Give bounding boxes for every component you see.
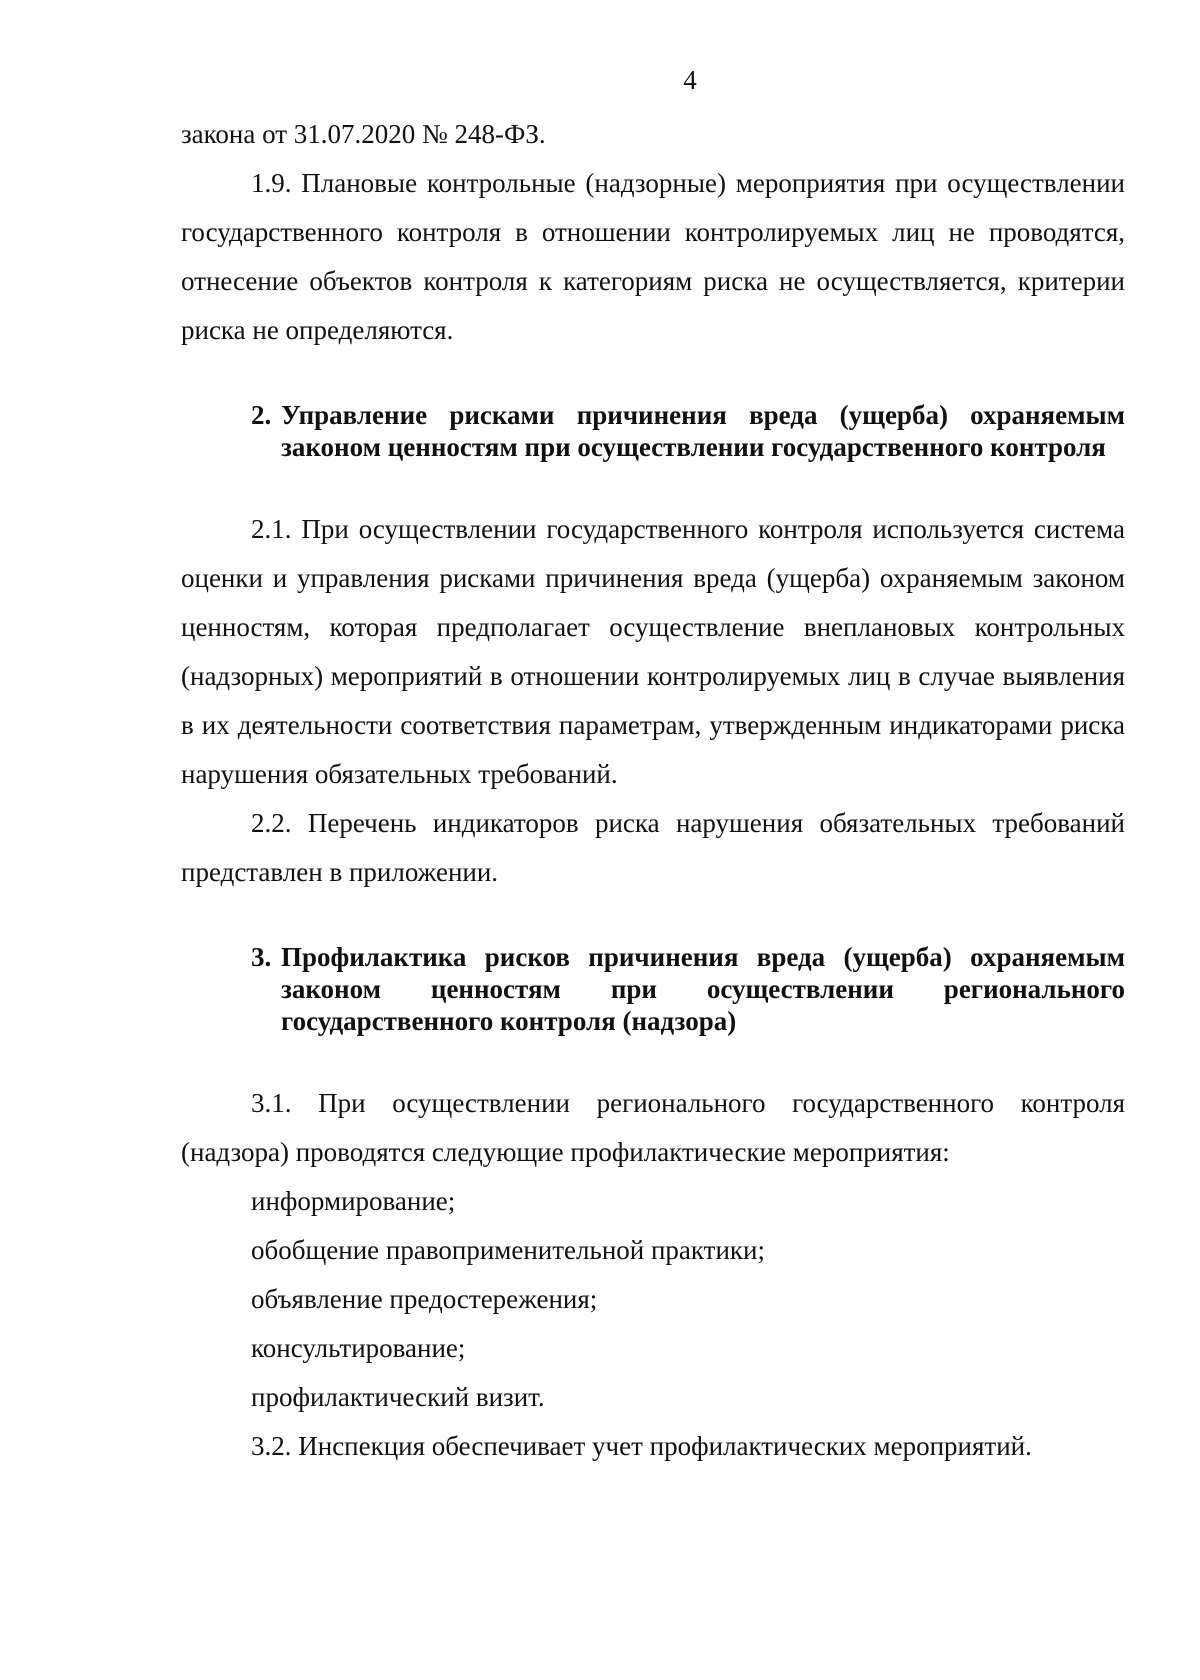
intro-line: закона от 31.07.2020 № 248-ФЗ. xyxy=(181,119,546,149)
list-item: консультирование; xyxy=(251,1333,466,1363)
section-2-number: 2. xyxy=(251,400,272,430)
paragraph-1-9: 1.9. Плановые контрольные (надзорные) мероприятия при осуществлении государственного контроля в отношении контролируемых лиц не проводятся, отнесение объектов контроля к категориям риска не осуществляется, критерии риска не определяются. xyxy=(181,168,1125,345)
list-item: профилактический визит. xyxy=(251,1382,545,1412)
page-number: 4 xyxy=(683,65,697,95)
section-3-title: Профилактика рисков причинения вреда (ущерба) охраняемым законом ценностям при осуществлении регионального государственного контроля (надзора) xyxy=(281,942,1125,1036)
prevention-measures-list xyxy=(181,1177,1125,1422)
paragraph-3-2: 3.2. Инспекция обеспечивает учет профилактических мероприятий. xyxy=(251,1431,1032,1461)
section-3-heading xyxy=(251,941,1125,1037)
paragraph-2-2: 2.2. Перечень индикаторов риска нарушения обязательных требований представлен в приложении. xyxy=(181,808,1125,887)
section-2-title: Управление рисками причинения вреда (ущерба) охраняемым законом ценностям при осуществлении государственного контроля xyxy=(281,400,1125,462)
list-item: объявление предостережения; xyxy=(251,1284,598,1314)
paragraph-2-1: 2.1. При осуществлении государственного контроля используется система оценки и управления рисками причинения вреда (ущерба) охраняемым законом ценностям, которая предполагает осуществление внеплановых контрольных (надзорных) мероприятий в отношении контролируемых лиц в случае выявления в их деятельности соответствия параметрам, утвержденным индикаторами риска нарушения обязательных требований. xyxy=(181,514,1125,789)
paragraph-3-1: 3.1. При осуществлении регионального государственного контроля (надзора) проводятся следующие профилактические мероприятия: xyxy=(181,1088,1125,1167)
section-2-heading xyxy=(251,399,1125,463)
document-body xyxy=(181,110,1125,1471)
section-3-number: 3. xyxy=(251,942,272,972)
list-item: обобщение правоприменительной практики; xyxy=(251,1235,765,1265)
list-item: информирование; xyxy=(251,1186,456,1216)
